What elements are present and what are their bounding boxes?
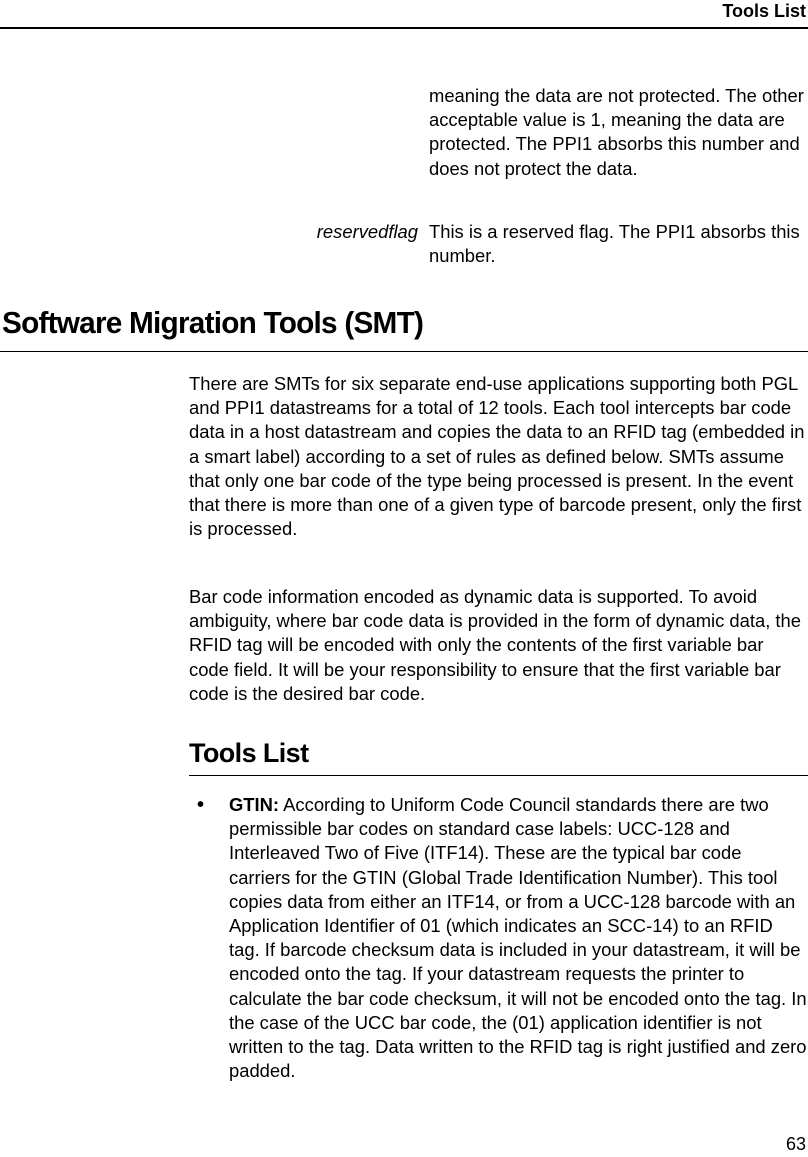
list-item-term: GTIN: — [229, 794, 280, 815]
section-paragraph-1: There are SMTs for six separate end-use applications supporting both PGL and PPI1 datastreams for a total of 12 tools. Each tool intercepts bar code data in a host datastream and copies the data to an RFID tag (embedded in a smart label) according to a set of rules as defined below. SMTs assume that only one bar code of the type being processed is present. In the event that there is more than one of a given type of barcode present, only the first is processed. — [189, 373, 805, 540]
section-paragraph-2: Bar code information encoded as dynamic data is supported. To avoid ambiguity, where bar code data is provided in the form of dynamic data, the RFID tag will be encoded with only the contents of the first variable bar code field. It will be your responsibility to ensure that the first variable bar code is the desired bar code. — [189, 586, 801, 704]
list-item-text: According to Uniform Code Council standards there are two permissible bar codes on standard case labels: UCC-128 and Interleaved Two of Five (ITF14). These are the typical bar code carriers for the GTIN (Global Trade Identification Number). This tool copies data from either an ITF14, or from a UCC-128 barcode with an Application Identifier of 01 (which indicates an SCC-14) to an RFID tag. If barcode checksum data is included in your datastream, it will be encoded onto the tag. If your datastream requests the printer to calculate the bar code checksum, it will not be encoded onto the tag. In the case of the UCC bar code, the (01) application identifier is not written to the tag. Data written to the RFID tag is right justified and zero padded. — [229, 794, 807, 1082]
continued-description: meaning the data are not protected. The other acceptable value is 1, meaning the data are protected. The PPI1 absorbs this number and does not protect the data. — [429, 85, 804, 179]
list-item-gtin — [229, 793, 807, 1083]
param-name-reservedflag: reservedflag — [316, 221, 418, 242]
header-rule — [0, 27, 808, 29]
running-header: Tools List — [722, 1, 806, 21]
section-rule — [0, 351, 808, 352]
page-number: 63 — [785, 1134, 806, 1154]
subsection-rule — [189, 775, 808, 776]
subsection-title: Tools List — [189, 738, 309, 768]
param-description-reservedflag: This is a reserved flag. The PPI1 absorbs this number. — [429, 221, 800, 267]
section-title: Software Migration Tools (SMT) — [2, 305, 424, 340]
bullet-marker: • — [197, 794, 205, 816]
